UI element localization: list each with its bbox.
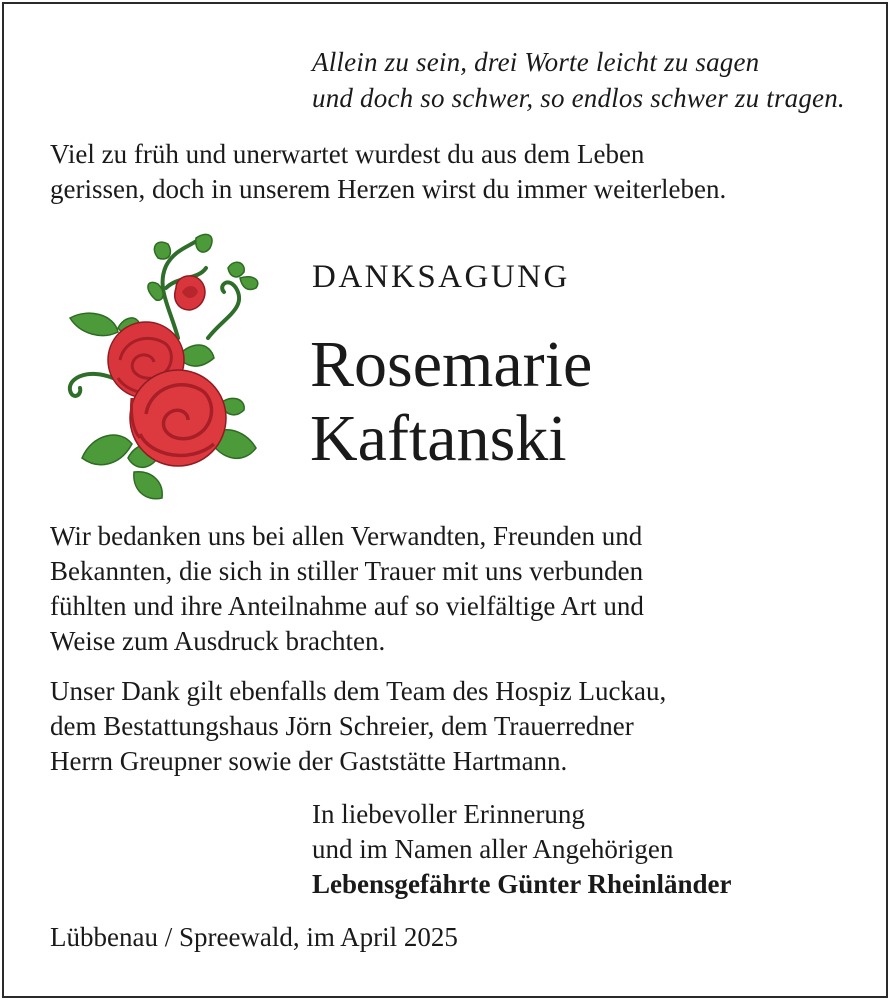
paragraph-line: Herrn Greupner sowie der Gaststätte Hartmann.: [50, 746, 568, 776]
intro-line-1: Viel zu früh und unerwartet wurdest du aus dem Leben: [50, 139, 645, 169]
last-name: Kaftanski: [310, 402, 567, 475]
thanks-paragraph-2: [50, 674, 850, 779]
paragraph-line: Unser Dank gilt ebenfalls dem Team des Hospiz Luckau,: [50, 676, 667, 706]
paragraph-line: fühlten und ihre Anteilnahme auf so vielfältige Art und: [50, 591, 644, 621]
paragraph-line: Bekannten, die sich in stiller Trauer mit uns verbunden: [50, 556, 644, 586]
closing-line-1: In liebevoller Erinnerung: [312, 799, 585, 829]
intro-line-2: gerissen, doch in unserem Herzen wirst du immer weiterleben.: [50, 174, 727, 204]
paragraph-line: dem Bestattungshaus Jörn Schreier, dem Trauerredner: [50, 711, 634, 741]
paragraph-line: Wir bedanken uns bei allen Verwandten, Freunden und: [50, 521, 643, 551]
thanks-paragraph-1: [50, 519, 850, 659]
danksagung-heading: DANKSAGUNG: [312, 259, 570, 295]
rose-bouquet-icon: [58, 228, 273, 503]
place-date: Lübbenau / Spreewald, im April 2025: [50, 922, 458, 952]
deceased-name: [310, 328, 592, 476]
closing-line-2: und im Namen aller Angehörigen: [312, 834, 674, 864]
intro-text: [50, 137, 726, 207]
poem: [312, 44, 845, 116]
first-name: Rosemarie: [310, 328, 593, 401]
closing-signature: [312, 797, 732, 902]
paragraph-line: Weise zum Ausdruck brachten.: [50, 626, 386, 656]
signer-name: Lebensgefährte Günter Rheinländer: [312, 869, 732, 899]
poem-line-1: Allein zu sein, drei Worte leicht zu sagen: [312, 47, 760, 77]
poem-line-2: und doch so schwer, so endlos schwer zu tragen.: [312, 83, 845, 113]
